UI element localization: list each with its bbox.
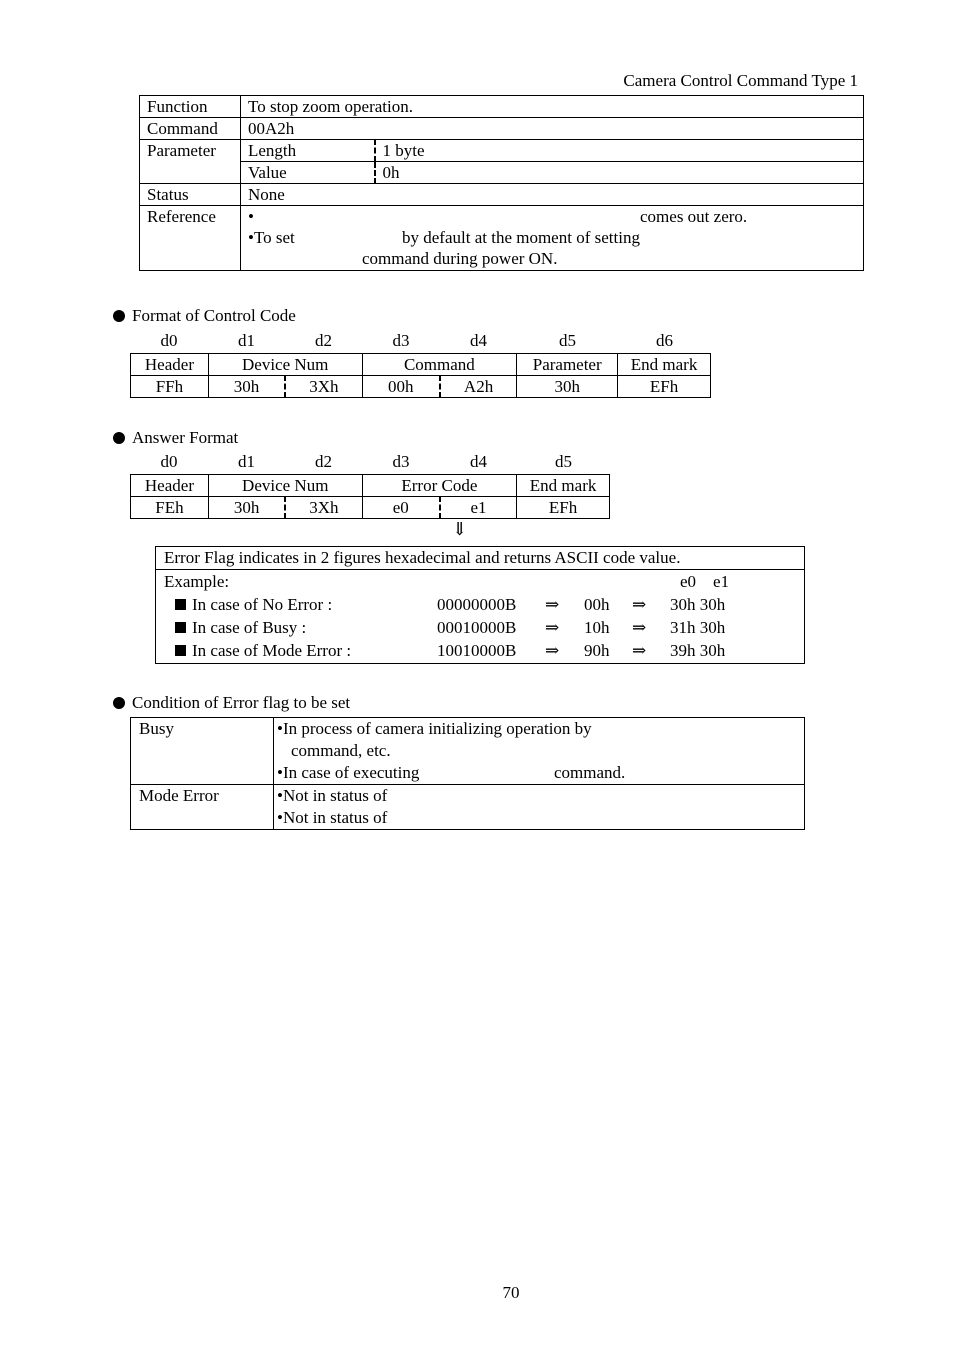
parameter-label: Parameter — [140, 140, 241, 184]
error-flag-title: Error Flag indicates in 2 figures hexadecimal and returns ASCII code value. — [156, 547, 804, 570]
value-value: 0h — [375, 162, 864, 184]
answer-format-title: Answer Format — [132, 428, 239, 447]
control-code-heading — [113, 306, 296, 326]
error-row — [156, 616, 804, 639]
d-label: d0 — [160, 452, 178, 471]
error-row-hex: 00h — [584, 595, 610, 614]
right-arrow-icon: ⇒ — [545, 595, 560, 614]
value-cell: FEh — [131, 497, 209, 519]
header-cell: Header — [131, 475, 209, 497]
length-label: Length — [241, 140, 375, 162]
error-row-ascii: 39h 30h — [670, 641, 726, 660]
right-arrow-icon: ⇒ — [545, 641, 560, 660]
page-number: 70 — [502, 1283, 520, 1302]
d-label: d3 — [392, 331, 410, 350]
d-label: d6 — [656, 331, 673, 350]
value-cell: 30h — [208, 376, 285, 398]
square-bullet-icon — [175, 622, 186, 633]
page-header: Camera Control Command Type 1 — [623, 71, 858, 90]
command-cell: Command — [362, 354, 517, 376]
bullet-icon — [113, 432, 125, 444]
square-bullet-icon — [175, 645, 186, 656]
e-labels: e0 e1 — [680, 572, 730, 591]
value-cell: 30h — [517, 376, 618, 398]
reference-label: Reference — [140, 206, 241, 271]
condition-table — [130, 717, 805, 830]
value-cell: FFh — [131, 376, 209, 398]
d-label: d5 — [555, 452, 572, 471]
error-row-binary: 00010000B — [437, 618, 517, 637]
busy-description — [274, 718, 805, 785]
error-row-label: In case of No Error : — [192, 595, 333, 614]
answer-format-heading — [113, 428, 238, 448]
value-cell: 30h — [208, 497, 285, 519]
d-label: d2 — [315, 331, 332, 350]
control-code-title: Format of Control Code — [132, 306, 296, 325]
right-arrow-icon: ⇒ — [545, 618, 560, 637]
answer-format-table — [130, 474, 610, 519]
d-label: d5 — [559, 331, 576, 350]
right-arrow-icon: ⇒ — [632, 641, 647, 660]
condition-heading — [113, 693, 350, 713]
value-cell: e1 — [440, 497, 517, 519]
mode-error-label: Mode Error — [131, 785, 274, 830]
value-cell: 00h — [362, 376, 440, 398]
value-cell: e0 — [362, 497, 440, 519]
condition-title: Condition of Error flag to be set — [132, 693, 351, 712]
d-label: d4 — [470, 331, 487, 350]
value-cell: EFh — [517, 497, 610, 519]
header-cell: Header — [131, 354, 209, 376]
reference-line1-right: comes out zero. — [640, 207, 748, 226]
d-label: d0 — [160, 331, 178, 350]
value-cell: EFh — [618, 376, 711, 398]
right-arrow-icon: ⇒ — [632, 618, 647, 637]
status-value: None — [241, 184, 864, 206]
error-row-ascii: 31h 30h — [670, 618, 726, 637]
bullet-icon — [113, 310, 125, 322]
d-label: d3 — [392, 452, 410, 471]
busy-line1: •In process of camera initializing operation by — [277, 719, 592, 738]
value-cell: A2h — [440, 376, 517, 398]
reference-line2-left: •To set — [248, 228, 295, 247]
d-label: d1 — [238, 331, 255, 350]
device-num-cell: Device Num — [208, 475, 362, 497]
end-mark-cell: End mark — [517, 475, 610, 497]
d-label: d2 — [315, 452, 332, 471]
mode-line1: •Not in status of — [277, 786, 388, 805]
error-row — [156, 639, 804, 662]
d-label: d1 — [238, 452, 255, 471]
reference-bullet: • — [248, 207, 254, 226]
parameter-cell: Parameter — [517, 354, 618, 376]
error-code-cell: Error Code — [362, 475, 517, 497]
end-mark-cell: End mark — [618, 354, 711, 376]
busy-line3-right: command. — [554, 763, 626, 782]
spec-table — [139, 95, 864, 271]
command-label: Command — [140, 118, 241, 140]
right-arrow-icon: ⇒ — [632, 595, 647, 614]
reference-line3: command during power ON. — [362, 249, 558, 268]
busy-line3-left: •In case of executing — [277, 763, 420, 782]
status-label: Status — [140, 184, 241, 206]
square-bullet-icon — [175, 599, 186, 610]
busy-line2: command, etc. — [291, 741, 391, 760]
error-row-ascii: 30h 30h — [670, 595, 726, 614]
answer-d-labels — [130, 452, 610, 472]
control-code-table — [130, 353, 711, 398]
function-label: Function — [140, 96, 241, 118]
control-code-d-labels — [130, 331, 711, 351]
error-row-binary: 10010000B — [437, 641, 517, 660]
error-row-label: In case of Mode Error : — [192, 641, 352, 660]
error-row-hex: 10h — [584, 618, 610, 637]
bullet-icon — [113, 697, 125, 709]
function-value: To stop zoom operation. — [241, 96, 864, 118]
reference-value — [241, 206, 864, 271]
d-label: d4 — [470, 452, 487, 471]
value-cell: 3Xh — [285, 376, 362, 398]
mode-line2: •Not in status of — [277, 808, 388, 827]
value-cell: 3Xh — [285, 497, 362, 519]
example-label: Example: — [164, 572, 230, 591]
busy-label: Busy — [131, 718, 274, 785]
value-label: Value — [241, 162, 375, 184]
length-value: 1 byte — [375, 140, 864, 162]
command-value: 00A2h — [241, 118, 864, 140]
down-arrow-icon: ⇓ — [452, 519, 468, 539]
reference-line2-right: by default at the moment of setting — [402, 228, 640, 247]
mode-error-description — [274, 785, 805, 830]
device-num-cell: Device Num — [208, 354, 362, 376]
error-row-label: In case of Busy : — [192, 618, 307, 637]
error-row-binary: 00000000B — [437, 595, 517, 614]
error-row-hex: 90h — [584, 641, 610, 660]
error-row — [156, 593, 804, 616]
error-flag-box — [155, 546, 805, 664]
